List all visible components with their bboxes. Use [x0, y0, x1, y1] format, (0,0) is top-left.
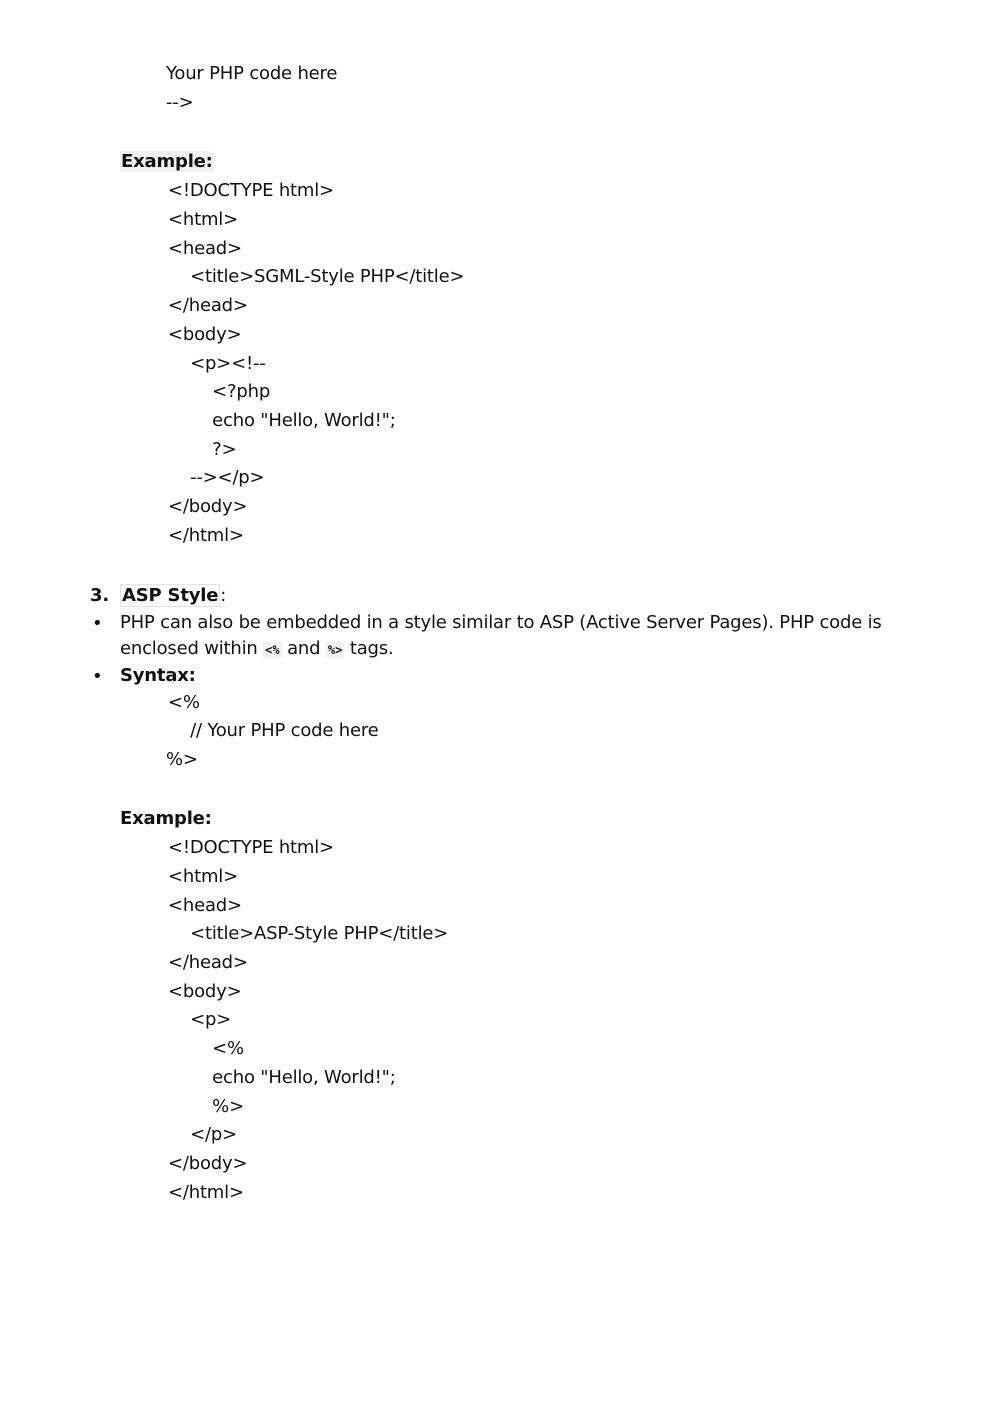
code-line: </html> — [168, 525, 244, 546]
code-line: echo "Hello, World!"; — [168, 1067, 396, 1088]
code-line: <title>SGML-Style PHP</title> — [168, 266, 465, 287]
code-line: <body> — [168, 324, 242, 345]
code-line: <% — [168, 692, 200, 713]
code-line: <html> — [168, 866, 238, 887]
code-line: %> — [166, 749, 198, 770]
asp-example-label: Example: — [120, 808, 212, 829]
desc-text: PHP can also be embedded in a style similar to ASP (Active Server Pages). PHP code is enclosed within — [120, 612, 882, 659]
code-line: <!DOCTYPE html> — [168, 837, 334, 858]
code-line: echo "Hello, World!"; — [168, 410, 396, 431]
bullet-icon: • — [92, 666, 103, 687]
code-line: </p> — [168, 1124, 237, 1145]
section-number: 3. — [90, 585, 109, 606]
code-line: --> — [166, 92, 194, 113]
code-line: <title>ASP-Style PHP</title> — [168, 923, 449, 944]
code-line: <p><!-- — [168, 353, 266, 374]
code-line: Your PHP code here — [166, 63, 338, 84]
code-line: </body> — [168, 496, 248, 517]
code-line: <p> — [168, 1009, 232, 1030]
code-line: <% — [168, 1038, 244, 1059]
code-line: <head> — [168, 238, 242, 259]
sgml-example-label: Example: — [121, 151, 213, 172]
syntax-label: Syntax: — [120, 665, 196, 686]
desc-text: and — [281, 638, 326, 659]
code-line: // Your PHP code here — [168, 720, 379, 741]
section-heading-colon: : — [220, 585, 227, 606]
bullet-icon: • — [92, 613, 103, 634]
code-line: </html> — [168, 1182, 244, 1203]
code-line: </body> — [168, 1153, 248, 1174]
close-tag-code: %> — [327, 643, 343, 657]
code-line: </head> — [168, 295, 248, 316]
code-line: <head> — [168, 895, 242, 916]
desc-text: tags. — [344, 638, 394, 659]
code-line: %> — [168, 1096, 244, 1117]
code-line: --></p> — [168, 467, 265, 488]
code-line: </head> — [168, 952, 248, 973]
code-line: <!DOCTYPE html> — [168, 180, 334, 201]
section-heading — [120, 584, 226, 608]
code-line: ?> — [168, 439, 237, 460]
asp-description — [120, 610, 900, 663]
code-line: <body> — [168, 981, 242, 1002]
code-line: <html> — [168, 209, 238, 230]
open-tag-code: <% — [265, 643, 280, 657]
section-heading-text: ASP Style — [122, 585, 219, 606]
code-line: <?php — [168, 381, 271, 402]
